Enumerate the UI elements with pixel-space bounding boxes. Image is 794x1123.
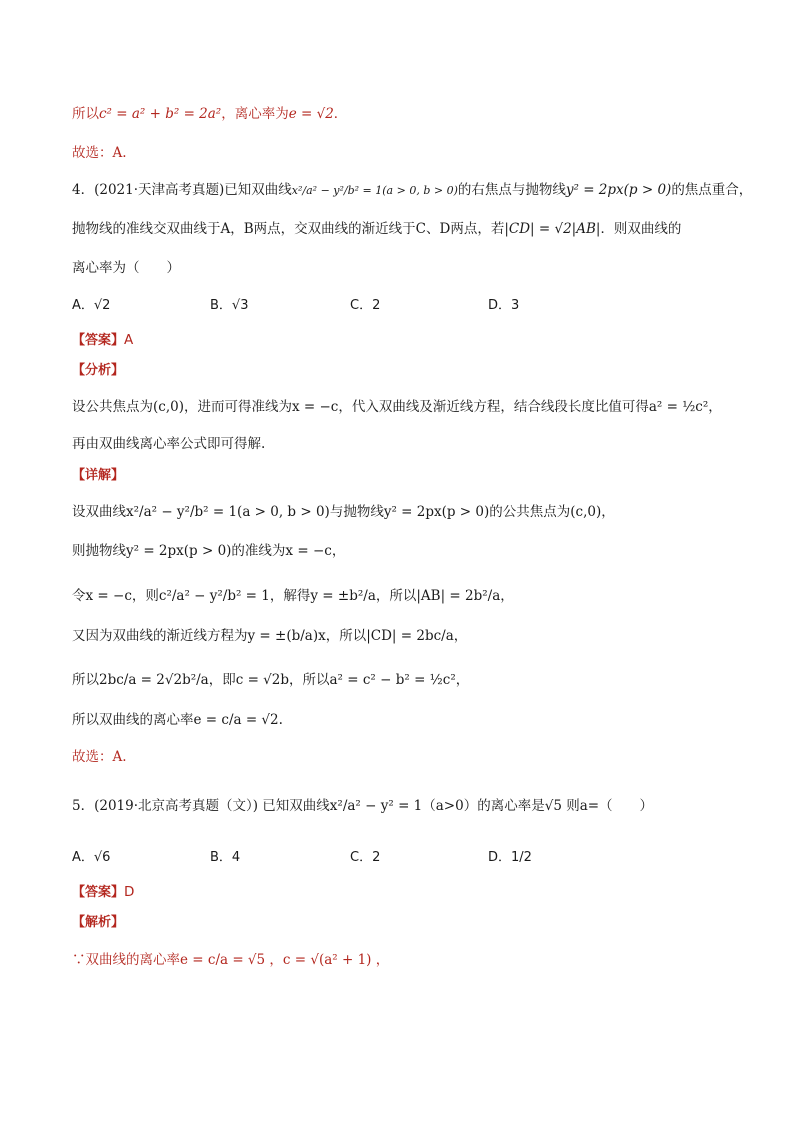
q4-detail-line: 所以2bc/a = 2√2b²/a，即c = √2b，所以a² = c² − b² = ½c²， xyxy=(72,672,470,688)
q4-option-d: D．3 xyxy=(488,298,520,313)
conclusion-line: 所以c² = a² + b² = 2a²，离心率为e = √2． xyxy=(72,106,348,122)
q4-detail-tag: 【详解】 xyxy=(72,468,125,483)
q5-stem: 5．(2019·北京高考真题（文）) 已知双曲线x²/a² − y² = 1（a>0）的离心率是√5 则a=（ ） xyxy=(72,798,654,814)
q4-answer: 【答案】A xyxy=(72,332,134,348)
q4-detail-line: 设双曲线x²/a² − y²/b² = 1(a > 0, b > 0)与抛物线y² = 2px(p > 0)的公共焦点为(c,0)， xyxy=(72,504,615,520)
q5-option-d: D．1/2 xyxy=(488,850,532,865)
q4-analysis-line2: 再由双曲线离心率公式即可得解. xyxy=(72,436,266,452)
q5-option-c: C．2 xyxy=(350,850,381,865)
q4-detail-line: 所以双曲线的离心率e = c/a = √2. xyxy=(72,712,283,728)
q4-detail-line: 又因为双曲线的渐近线方程为y = ±(b/a)x，所以|CD| = 2bc/a， xyxy=(72,628,468,644)
q4-analysis-line1: 设公共焦点为(c,0)，进而可得准线为x = −c，代入双曲线及渐近线方程，结合线段长度比值可得a² = ½c²， xyxy=(72,399,722,415)
q4-detail-line: 故选：A. xyxy=(72,749,127,765)
q4-stem-line3: 离心率为（ ） xyxy=(72,260,180,276)
q4-option-a: A．√2 xyxy=(72,298,111,313)
q5-option-a: A．√6 xyxy=(72,850,111,865)
q5-analysis-tag: 【解析】 xyxy=(72,915,125,930)
q4-stem-line2: 抛物线的准线交双曲线于A，B两点，交双曲线的渐近线于C、D两点，若|CD| = √2|AB|．则双曲线的 xyxy=(72,221,682,237)
q4-analysis-tag: 【分析】 xyxy=(72,363,125,378)
q4-stem-line1: 4．(2021·天津高考真题)已知双曲线x²/a² − y²/b² = 1(a > 0, b > 0)的右焦点与抛物线y² = 2px(p > 0)的焦点重合， xyxy=(72,182,753,198)
q4-option-b: B．√3 xyxy=(210,298,249,313)
q5-answer: 【答案】D xyxy=(72,884,135,900)
q5-option-b: B．4 xyxy=(210,850,241,865)
q5-analysis-line1: ∵双曲线的离心率e = c/a = √5 ，c = √(a² + 1) ， xyxy=(72,952,390,968)
q4-detail-line: 则抛物线y² = 2px(p > 0)的准线为x = −c， xyxy=(72,543,346,559)
choice-line: 故选：A. xyxy=(72,145,127,161)
q4-option-c: C．2 xyxy=(350,298,381,313)
q4-detail-line: 令x = −c，则c²/a² − y²/b² = 1，解得y = ±b²/a，所以|AB| = 2b²/a， xyxy=(72,588,514,604)
